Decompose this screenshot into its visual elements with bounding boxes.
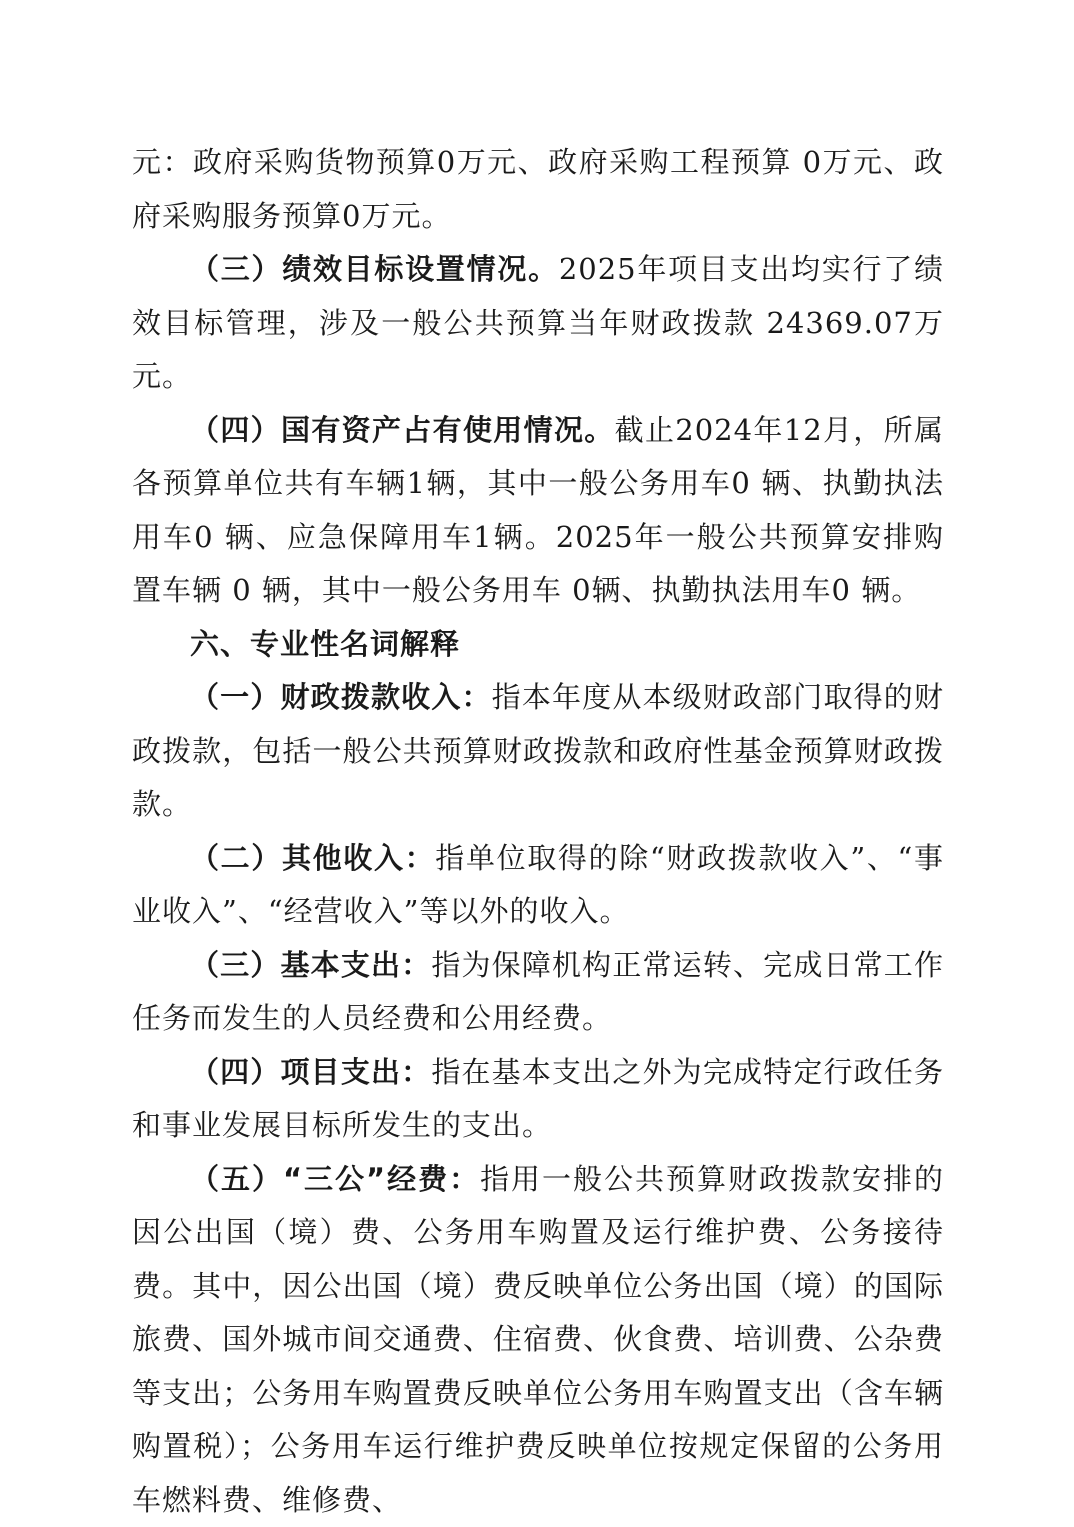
paragraph-text: 指为保障机构正常运转、完成日常工作任务而发生的人员经费和公用经费。 bbox=[132, 948, 944, 1036]
paragraph-performance-targets bbox=[132, 243, 944, 404]
paragraph-text: 指单位取得的除“财政拨款收入”、“事业收入”、“经营收入”等以外的收入。 bbox=[132, 841, 944, 929]
paragraph-state-assets bbox=[132, 404, 944, 618]
paragraph-other-income bbox=[132, 832, 944, 939]
paragraph-lead: （一）财政拨款收入： bbox=[190, 680, 492, 714]
paragraph-lead: （二）其他收入： bbox=[190, 841, 435, 875]
paragraph-text: 指本年度从本级财政部门取得的财政拨款，包括一般公共预算财政拨款和政府性基金预算财政拨款。 bbox=[132, 680, 944, 821]
paragraph-lead: （三）基本支出： bbox=[190, 948, 431, 982]
document-body bbox=[132, 136, 944, 1527]
paragraph-fiscal-appropriation-income bbox=[132, 671, 944, 832]
paragraph-procurement-continued bbox=[132, 136, 944, 243]
paragraph-text: 2025年项目支出均实行了绩效目标管理，涉及一般公共预算当年财政拨款 24369.07万元。 bbox=[132, 252, 944, 393]
paragraph-basic-expenditure bbox=[132, 939, 944, 1046]
paragraph-lead: （五）“三公”经费： bbox=[190, 1162, 480, 1196]
section-heading-terminology: 六、专业性名词解释 bbox=[132, 618, 944, 672]
paragraph-text: 截止2024年12月，所属各预算单位共有车辆1辆，其中一般公务用车0 辆、执勤执法用车0 辆、应急保障用车1辆。2025年一般公共预算安排购置车辆 0 辆，其中一般公务用车 0辆、执勤执法用车0 辆。 bbox=[132, 413, 944, 608]
paragraph-project-expenditure bbox=[132, 1046, 944, 1153]
paragraph-lead: （三）绩效目标设置情况。 bbox=[190, 252, 559, 286]
paragraph-lead: （四）国有资产占有使用情况。 bbox=[190, 413, 615, 447]
paragraph-three-public-expenses bbox=[132, 1153, 944, 1527]
paragraph-text: 指用一般公共预算财政拨款安排的因公出国（境）费、公务用车购置及运行维护费、公务接待费。其中，因公出国（境）费反映单位公务出国（境）的国际旅费、国外城市间交通费、住宿费、伙食费、培训费、公杂费等支出；公务用车购置费反映单位公务用车购置支出（含车辆购置税）；公务用车运行维护费反映单位按规定保留的公务用车燃料费、维修费、 bbox=[132, 1162, 944, 1517]
paragraph-text: 指在基本支出之外为完成特定行政任务和事业发展目标所发生的支出。 bbox=[132, 1055, 944, 1143]
paragraph-text: 元：政府采购货物预算0万元、政府采购工程预算 0万元、政府采购服务预算0万元。 bbox=[132, 145, 944, 233]
paragraph-lead: （四）项目支出： bbox=[190, 1055, 431, 1089]
